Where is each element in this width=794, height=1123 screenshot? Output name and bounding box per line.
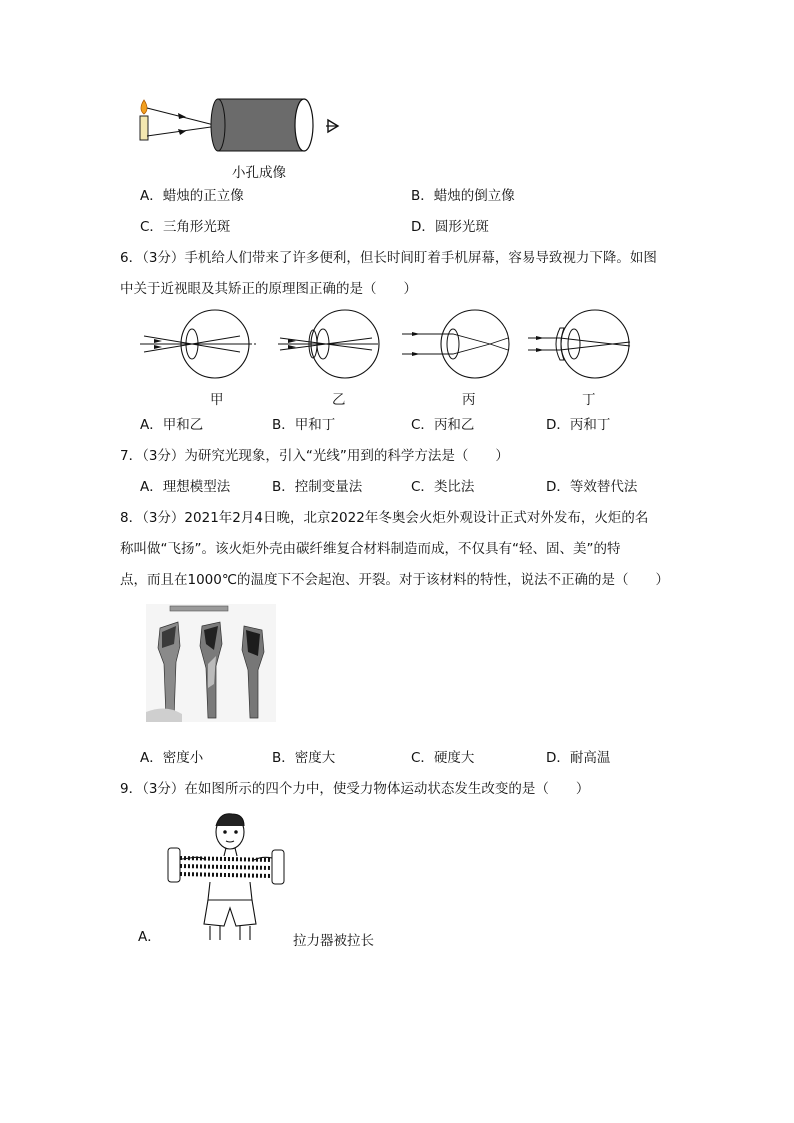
option-a-caption: 拉力器被拉长: [293, 933, 374, 949]
option-text: 甲和乙: [162, 417, 204, 433]
option-a[interactable]: A．蜡烛的正立像: [140, 188, 244, 204]
eye-diagram-bing: [402, 310, 509, 378]
eye-diagram-jia: [140, 310, 258, 378]
option-d[interactable]: D．丙和丁: [546, 417, 611, 433]
option-text: 等效替代法: [569, 479, 638, 495]
figure-label-jia: 甲: [210, 392, 224, 408]
option-text: 甲和丁: [294, 417, 336, 433]
option-text: 圆形光斑: [434, 219, 489, 235]
option-text: 蜡烛的正立像: [162, 188, 244, 204]
candle-body: [140, 116, 148, 140]
person-head: [216, 814, 244, 856]
figure-label-bing: 丙: [462, 392, 476, 408]
question-8-stem-cont2: 点，而且在1000℃的温度下不会起泡、开裂。对于该材料的特性，说法不正确的是（ ）: [120, 572, 670, 588]
option-text: 类比法: [433, 479, 475, 495]
option-text: 蜡烛的倒立像: [433, 188, 515, 204]
option-text: 耐高温: [569, 750, 611, 766]
eye-diagram-ding: [528, 310, 630, 378]
pinhole-box: [218, 99, 304, 151]
option-a[interactable]: A．密度小: [140, 750, 204, 766]
option-text: 密度大: [294, 750, 336, 766]
question-6-stem: 6．（3分）手机给人们带来了许多便利，但长时间盯着手机屏幕，容易导致视力下降。如图: [120, 250, 657, 266]
figure-caption: 小孔成像: [232, 165, 286, 181]
option-c[interactable]: C．丙和乙: [411, 417, 475, 433]
chest-expander: [168, 848, 284, 884]
eye-icon: [326, 120, 338, 132]
option-text: 丙和乙: [433, 417, 475, 433]
figure-label-ding: 丁: [582, 392, 596, 408]
option-c[interactable]: C．类比法: [411, 479, 475, 495]
torch-figure: [146, 604, 276, 722]
option-text: 理想模型法: [162, 479, 231, 495]
option-d[interactable]: D．等效替代法: [546, 479, 638, 495]
option-text: 丙和丁: [569, 417, 611, 433]
option-c[interactable]: C．三角形光斑: [140, 219, 231, 235]
option-text: 控制变量法: [294, 479, 363, 495]
question-9-stem: 9．（3分）在如图所示的四个力中，使受力物体运动状态发生改变的是（ ）: [120, 781, 590, 797]
option-a[interactable]: A．甲和乙: [140, 417, 204, 433]
option-b[interactable]: B．密度大: [272, 750, 336, 766]
option-a[interactable]: A．理想模型法: [140, 479, 231, 495]
question-8-stem-cont: 称叫做“飞扬”。该火炬外壳由碳纤维复合材料制造而成，不仅具有“轻、固、美”的特: [120, 541, 621, 557]
option-d[interactable]: D．耐高温: [546, 750, 611, 766]
candle-flame: [141, 100, 147, 114]
pinhole-imaging-figure: [130, 96, 350, 156]
option-b[interactable]: B．甲和丁: [272, 417, 336, 433]
option-c[interactable]: C．硬度大: [411, 750, 475, 766]
option-text: 三角形光斑: [162, 219, 231, 235]
question-6-stem-cont: 中关于近视眼及其矫正的原理图正确的是（ ）: [120, 281, 417, 297]
option-d[interactable]: D．圆形光斑: [411, 219, 489, 235]
option-b[interactable]: B．蜡烛的倒立像: [411, 188, 515, 204]
option-b[interactable]: B．控制变量法: [272, 479, 363, 495]
question-8-stem: 8．（3分）2021年2月4日晚，北京2022年冬奥会火炬外观设计正式对外发布，火炬的名: [120, 510, 649, 526]
question-7-stem: 7．（3分）为研究光现象，引入“光线”用到的科学方法是（ ）: [120, 448, 509, 464]
chest-expander-figure: [160, 808, 290, 940]
figure-label-yi: 乙: [332, 392, 346, 408]
eye-diagram-yi: [278, 310, 379, 378]
eye-diagrams-figure: [140, 306, 640, 386]
option-text: 密度小: [162, 750, 204, 766]
option-text: 硬度大: [433, 750, 475, 766]
option-a[interactable]: A．: [138, 929, 161, 945]
